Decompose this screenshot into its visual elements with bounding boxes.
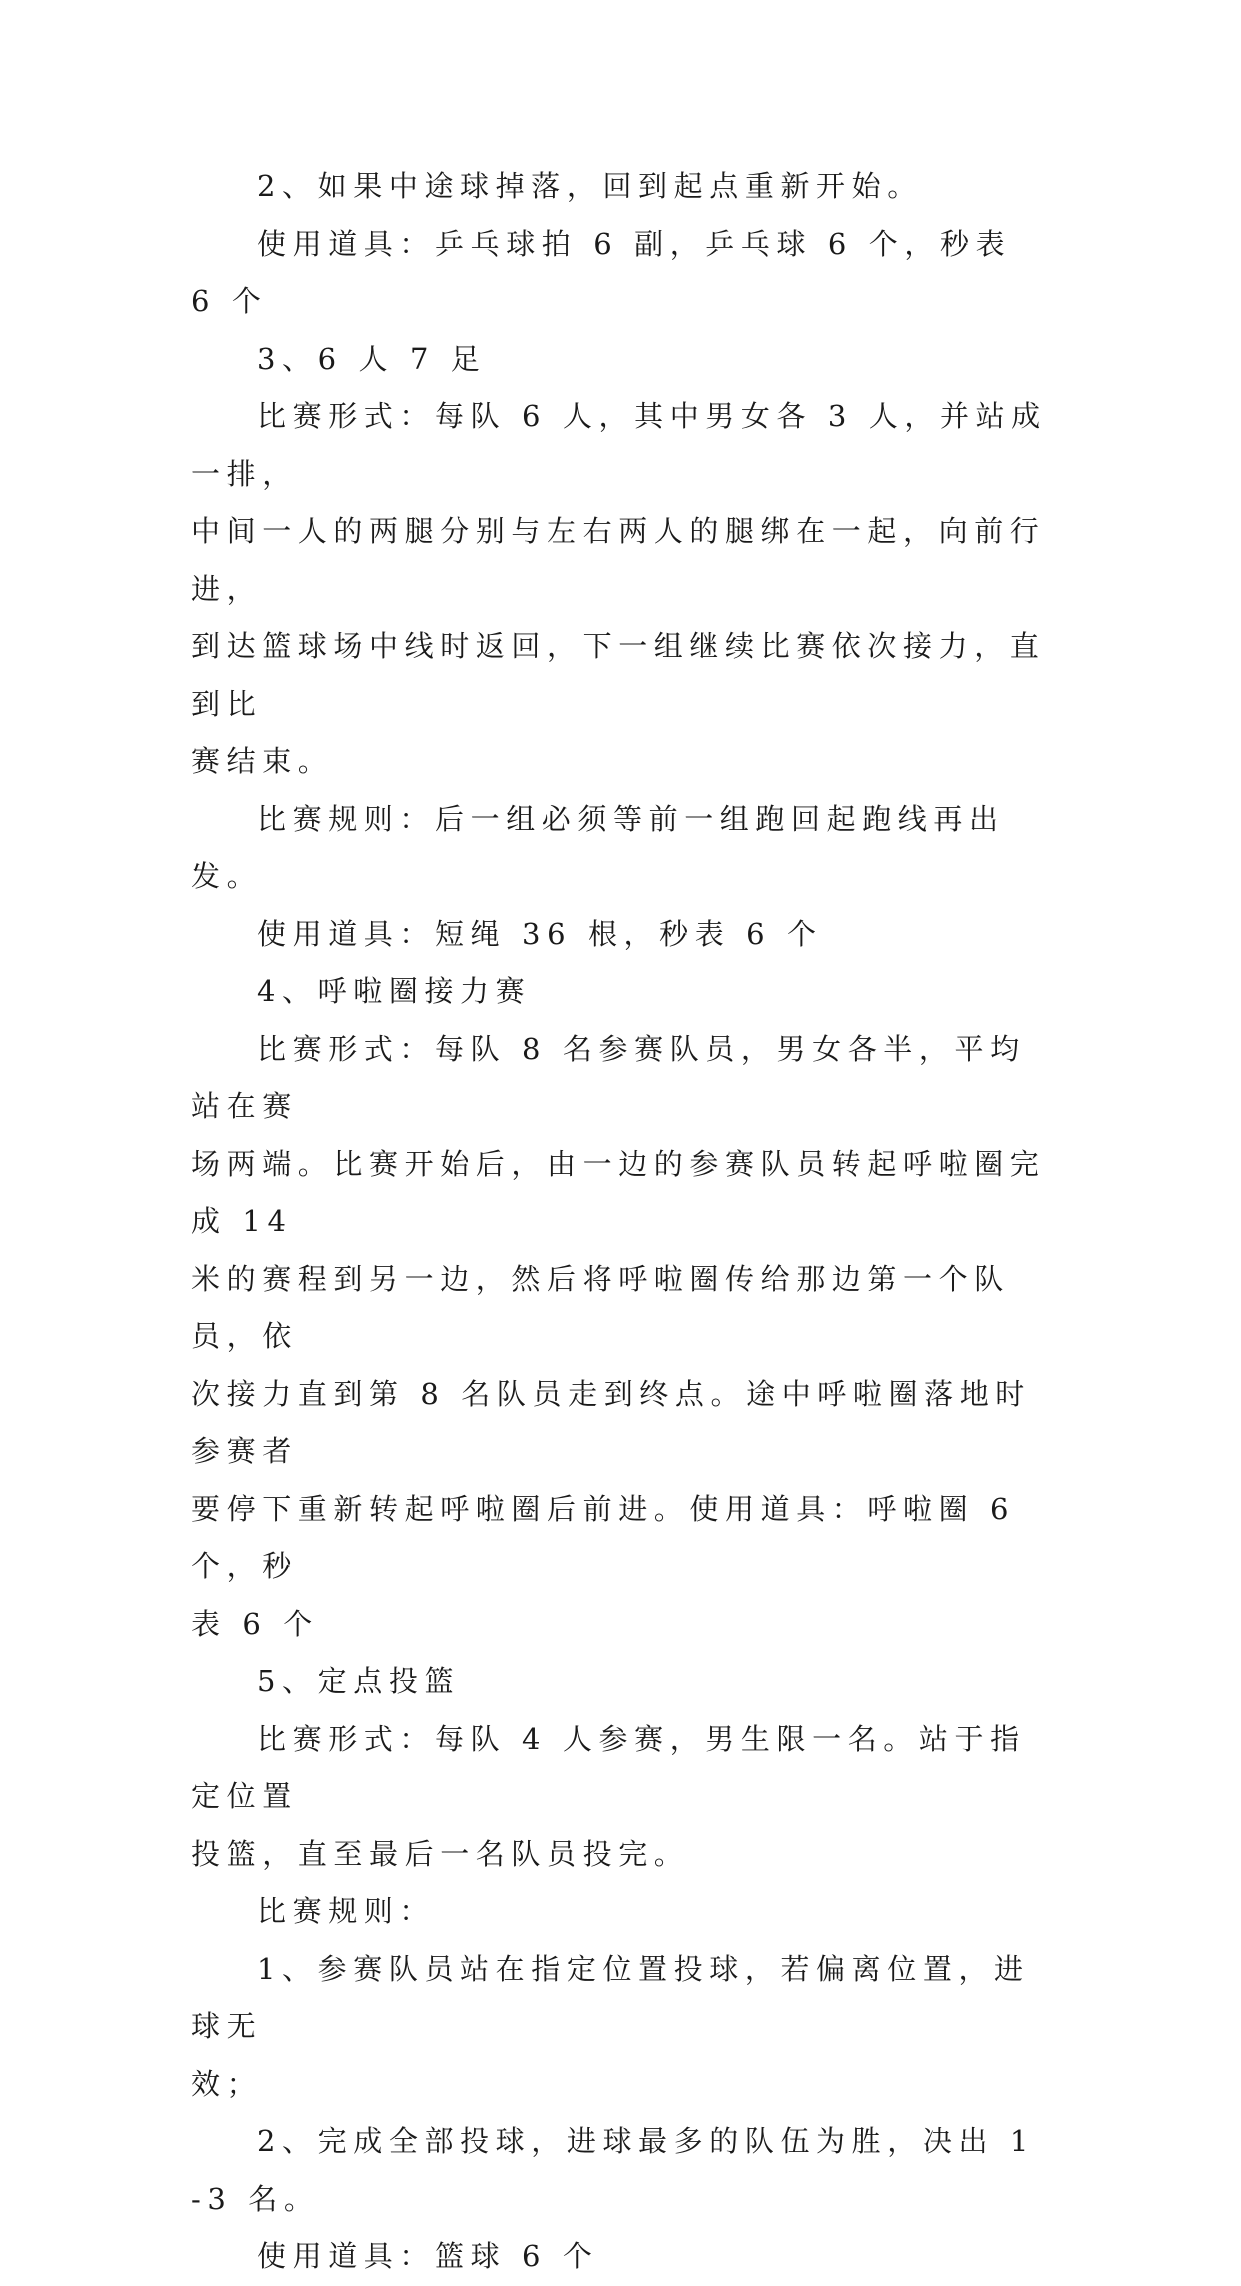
paragraph-format-hula-line1: 比赛形式：每队 8 名参赛队员，男女各半，平均站在赛 (191, 1031, 1026, 1123)
paragraph-format-hula-line5: 要停下重新转起呼啦圈后前进。使用道具：呼啦圈 6 个，秒 (191, 1491, 1016, 1583)
paragraph-ball-drop-rule: 2、如果中途球掉落，回到起点重新开始。 (257, 169, 923, 203)
paragraph-format-six-people-line3: 到达篮球场中线时返回，下一组继续比赛依次接力，直到比 (191, 629, 1046, 721)
paragraph-equipment-basketball: 使用道具：篮球 6 个 (257, 2239, 599, 2273)
paragraph-format-hula-line6: 表 6 个 (191, 1606, 319, 1641)
paragraph-format-hula-line2: 场两端。比赛开始后，由一边的参赛队员转起呼啦圈完成 14 (191, 1146, 1046, 1238)
paragraph-format-shooting-line2: 投篮，直至最后一名队员投完。 (191, 1836, 690, 1871)
paragraph-format-shooting-line1: 比赛形式：每队 4 人参赛，男生限一名。站于指定位置 (191, 1721, 1026, 1813)
heading-fixed-point-shooting: 5、定点投篮 (257, 1664, 461, 1698)
paragraph-format-six-people-line2: 中间一人的两腿分别与左右两人的腿绑在一起，向前行进， (191, 514, 1046, 606)
document-body (191, 158, 1049, 2286)
heading-six-people-seven-feet: 3、6 人 7 足 (257, 341, 487, 376)
paragraph-format-six-people-line4: 赛结束。 (191, 744, 334, 778)
paragraph-format-hula-line3: 米的赛程到另一边，然后将呼啦圈传给那边第一个队员，依 (191, 1261, 1010, 1353)
paragraph-shooting-rule1-line2: 效； (191, 2066, 263, 2101)
paragraph-equipment-ropes: 使用道具：短绳 36 根，秒表 6 个 (257, 916, 823, 951)
heading-hula-hoop-relay: 4、呼啦圈接力赛 (257, 974, 532, 1008)
heading-shooting-rules: 比赛规则： (257, 1894, 436, 1928)
paragraph-shooting-rule1-line1: 1、参赛队员站在指定位置投球，若偏离位置，进球无 (191, 1951, 1030, 2043)
paragraph-format-six-people-line1: 比赛形式：每队 6 人，其中男女各 3 人，并站成一排， (191, 399, 1047, 491)
paragraph-equipment-pingpong: 使用道具：乒乓球拍 6 副，乒乓球 6 个，秒表 6 个 (191, 226, 1012, 318)
paragraph-rule-six-people: 比赛规则：后一组必须等前一组跑回起跑线再出发。 (191, 801, 1005, 893)
paragraph-format-hula-line4: 次接力直到第 8 名队员走到终点。途中呼啦圈落地时参赛者 (191, 1376, 1031, 1468)
paragraph-shooting-rule2: 2、完成全部投球，进球最多的队伍为胜，决出 1-3 名。 (191, 2124, 1035, 2216)
